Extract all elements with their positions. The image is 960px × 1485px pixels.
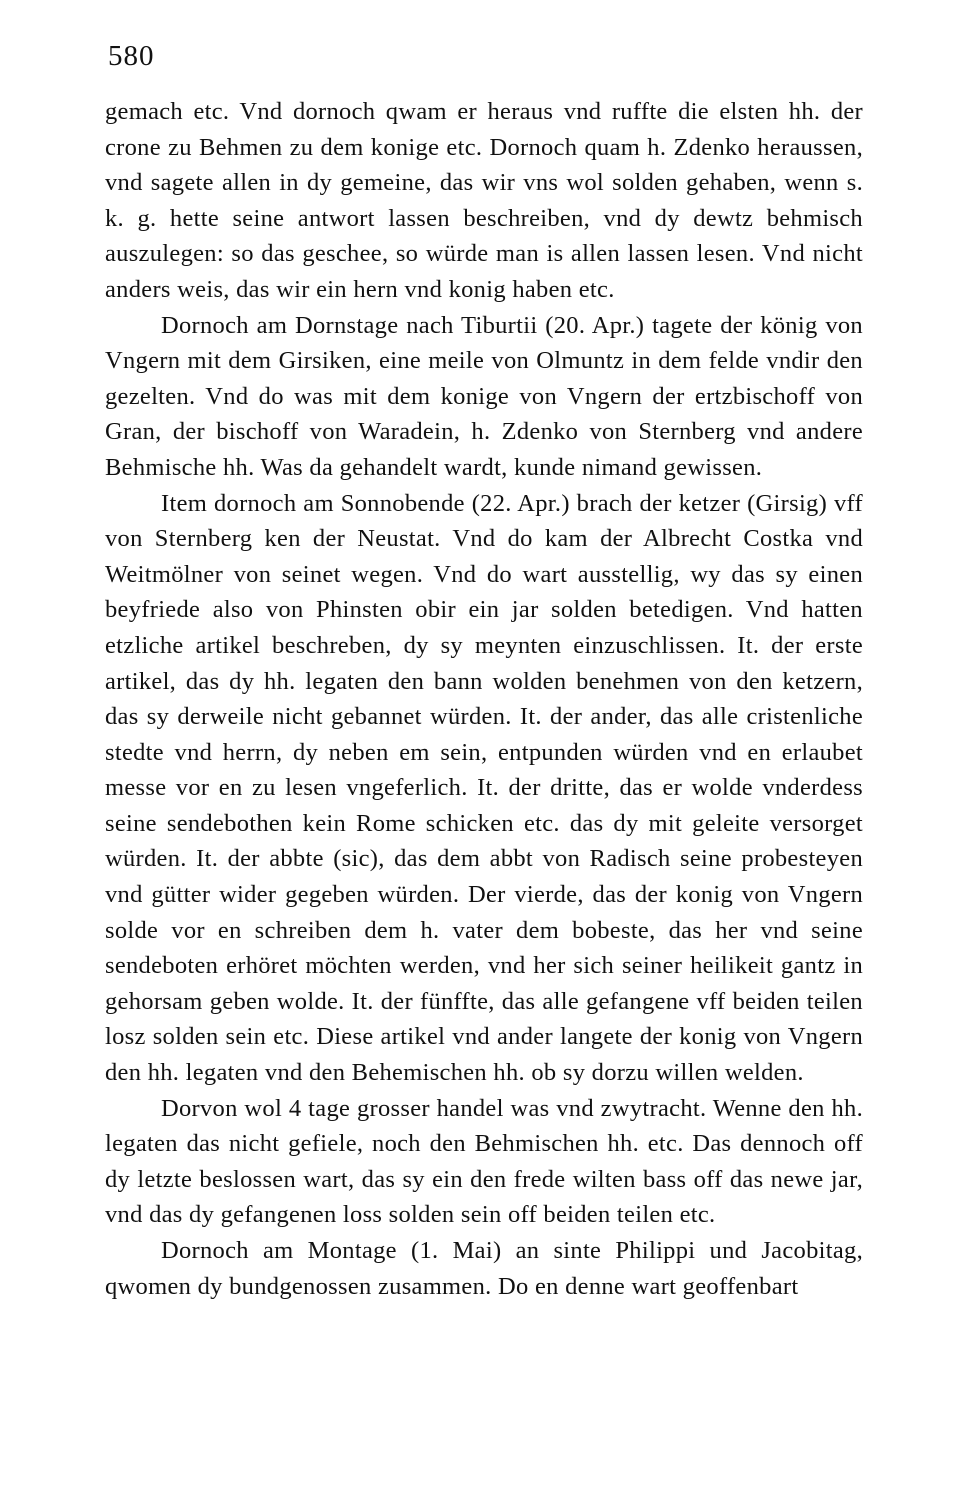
body-text (105, 94, 863, 1304)
paragraph-5: Dornoch am Montage (1. Mai) an sinte Philippi und Jacobitag, qwomen dy bundgenossen zusammen. Do en denne wart geoffenbart (105, 1237, 863, 1300)
paragraph-1: gemach etc. Vnd dornoch qwam er heraus vnd ruffte die elsten hh. der crone zu Behmen zu dem konige etc. Dornoch quam h. Zdenko heraussen, vnd sagete allen in dy gemeine, das wir vns wol solden gehaben, wenn s. k. g. hette seine antwort lassen beschreiben, vnd dy dewtz behmisch auszulegen: so das geschee, so würde man is allen lassen lesen. Vnd nicht anders weis, das wir ein hern vnd konig haben etc. (105, 98, 863, 303)
paragraph-3: Item dornoch am Sonnobende (22. Apr.) brach der ketzer (Girsig) vff von Sternberg ken der Neustat. Vnd do kam der Albrecht Costka vnd Weitmölner von seinet wegen. Vnd do wart ausstellig, wy das sy einen beyfriede also von Phinsten obir ein jar solden betedigen. Vnd hatten etzliche artikel beschreben, dy sy meynten einzuschlissen. It. der erste artikel, das dy hh. legaten den bann wolden benehmen von den ketzern, das sy derweile nicht gebannet würden. It. der ander, das alle cristenliche stedte vnd herrn, dy neben em sein, entpunden würden vnd en erlaubet messe vor en zu lesen vngeferlich. It. der dritte, das er wolde vnderdess seine sendebothen kein Rome schicken etc. das dy mit geleite versorget würden. It. der abbte (sic), das dem abbt von Radisch seine probesteyen vnd gütter wider gegeben würden. Der vierde, das der konig von Vngern solde vor en schreiben dem h. vater dem bobeste, das her vnd seine sendeboten erhöret möchten werden, vnd her sich seiner heilikeit gantz in gehorsam geben wolde. It. der fünffte, das alle gefangene vff beiden teilen losz solden sein etc. Diese artikel vnd ander langete der konig von Vngern den hh. legaten vnd den Behemischen hh. ob sy dorzu willen welden. (105, 489, 863, 1087)
paragraph-4: Dorvon wol 4 tage grosser handel was vnd zwytracht. Wenne den hh. legaten das nicht gefiele, noch den Behmischen hh. etc. Das dennoch off dy letzte beslossen wart, das sy ein den frede wilten bass off das newe jar, vnd das dy gefangenen loss solden sein off beiden teilen etc. (105, 1094, 863, 1229)
page-number: 580 (108, 40, 155, 72)
paragraph-2: Dornoch am Dornstage nach Tiburtii (20. Apr.) tagete der könig von Vngern mit dem Girsiken, eine meile von Olmuntz in dem felde vndir den gezelten. Vnd do was mit dem konige von Vngern der ertzbischoff von Gran, der bischoff von Waradein, h. Zdenko von Sternberg vnd andere Behmische hh. Was da gehandelt wardt, kunde nimand gewissen. (105, 311, 863, 481)
